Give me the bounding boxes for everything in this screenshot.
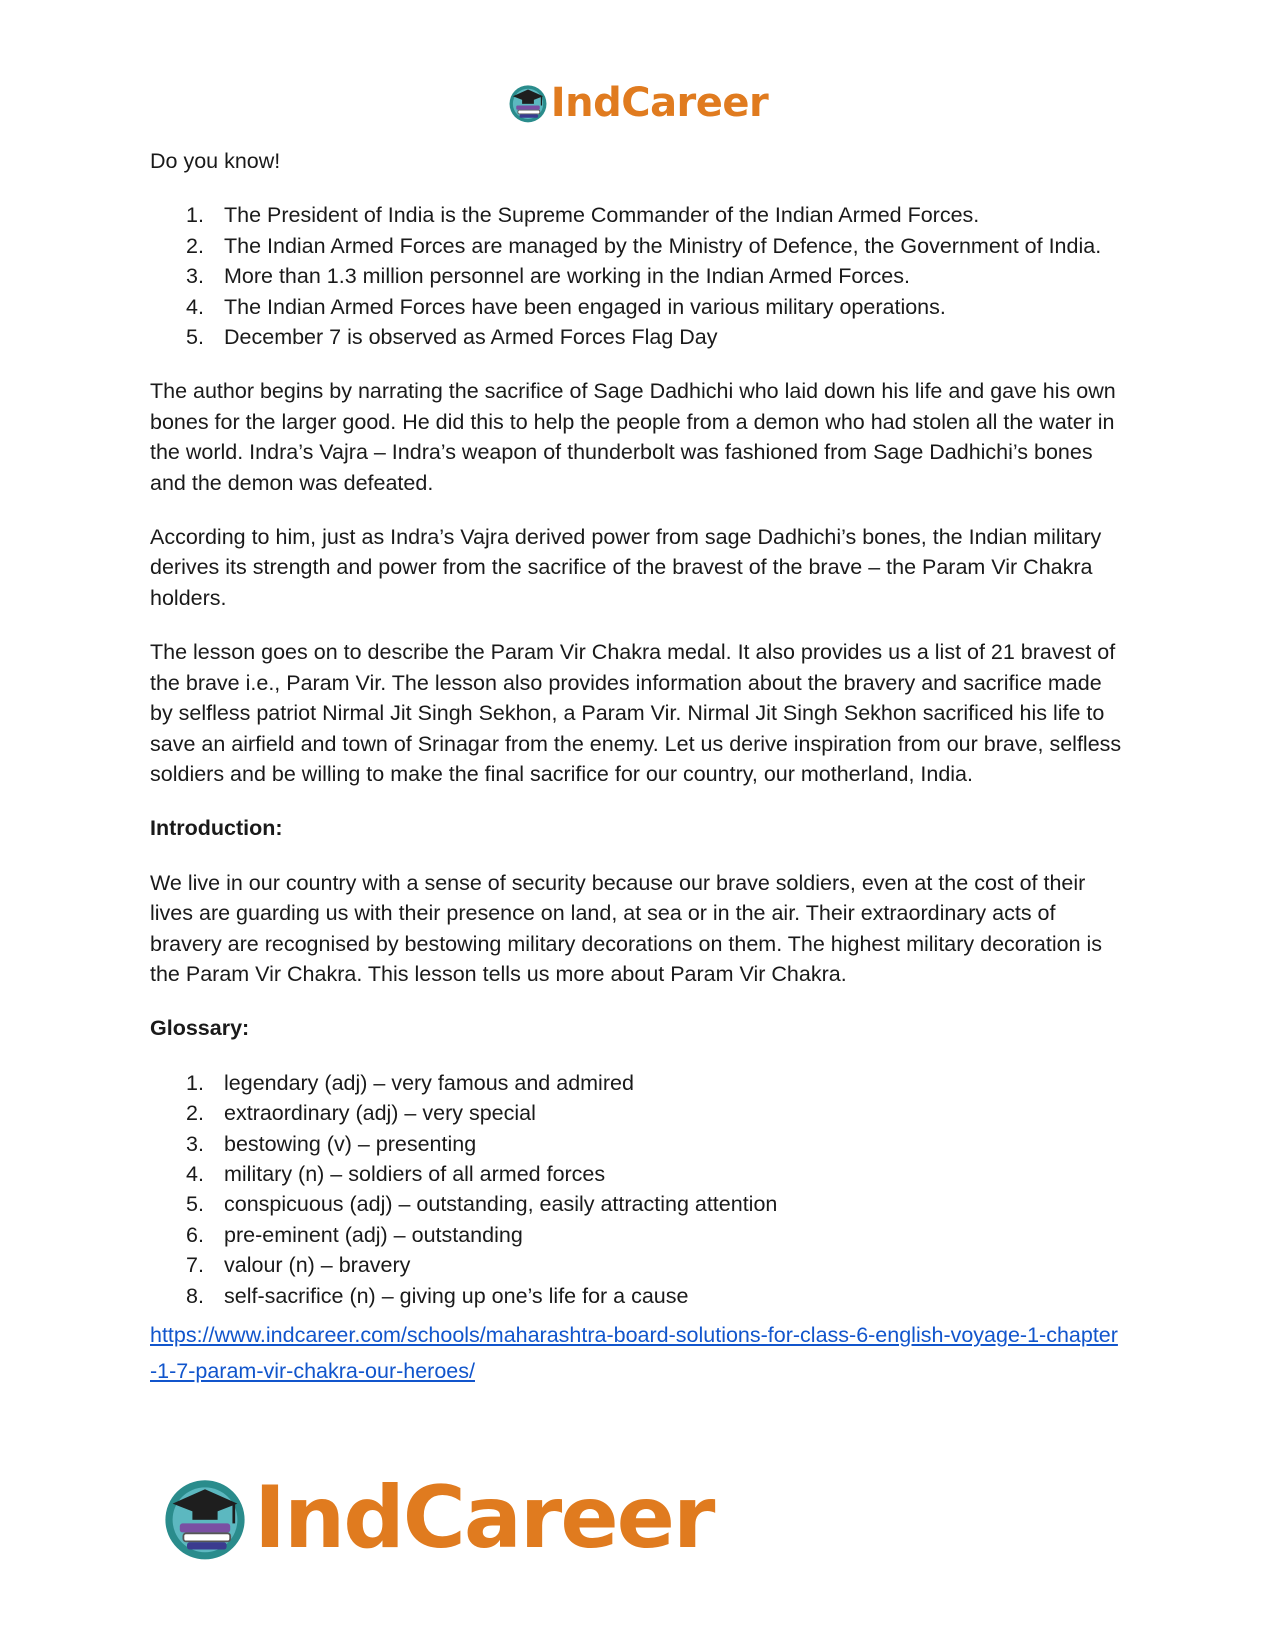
list-item: 1. The President of India is the Supreme Commander of the Indian Armed Forces. — [186, 203, 980, 228]
paragraph-dadhichi: The author begins by narrating the sacrifice of Sage Dadhichi who laid down his life and gave his own bones for the larger good. He did this to help the people from a demon who had stolen all the water in the world. Indra’s Vajra – Indra’s weapon of thunderbolt was fashioned from Sage Dadhichi’s bones and the demon was defeated. — [150, 379, 1116, 495]
introduction-heading: Introduction: — [150, 816, 283, 841]
main-content — [150, 146, 1130, 1389]
list-item: 5. conspicuous (adj) – outstanding, easily attracting attention — [186, 1192, 778, 1217]
footer-logo — [160, 1468, 713, 1568]
list-item: 5. December 7 is observed as Armed Forces Flag Day — [186, 325, 718, 350]
list-item: 4. military (n) – soldiers of all armed forces — [186, 1161, 606, 1186]
list-item: 3. More than 1.3 million personnel are working in the Indian Armed Forces. — [186, 264, 910, 289]
list-item: 3. bestowing (v) – presenting — [186, 1131, 477, 1156]
list-item: 2. extraordinary (adj) – very special — [186, 1101, 536, 1126]
header-logo — [0, 78, 1275, 128]
logo — [160, 1468, 713, 1568]
paragraph-lesson: The lesson goes on to describe the Param Vir Chakra medal. It also provides us a list of 21 bravest of the brave i.e., Param Vir. The lesson also provides information about the bravery and sacrifice made by selfless patriot Nirmal Jit Singh Sekhon, a Param Vir. Nirmal Jit Singh Sekhon sacrificed his life to save an airfield and town of Srinagar from the enemy. Let us derive inspiration from our brave, selfless soldiers and be willing to make the final sacrifice for our country, our motherland, India. — [150, 640, 1122, 786]
introduction-text: We live in our country with a sense of security because our brave soldiers, even at the cost of their lives are guarding us with their presence on land, at sea or in the air. Their extraordinary acts of bravery are recognised by bestowing military decorations on them. The highest military decoration is the Param Vir Chakra. This lesson tells us more about Param Vir Chakra. — [150, 870, 1103, 986]
list-item: 7. valour (n) – bravery — [186, 1253, 411, 1278]
facts-list — [150, 200, 1130, 352]
list-item: 1. legendary (adj) – very famous and admired — [186, 1070, 634, 1095]
glossary-heading: Glossary: — [150, 1016, 250, 1041]
list-item: 2. The Indian Armed Forces are managed by the Ministry of Defence, the Government of India. — [186, 233, 1102, 258]
list-item: 8. self-sacrifice (n) – giving up one’s life for a cause — [186, 1283, 689, 1308]
source-link[interactable]: https://www.indcareer.com/schools/maharashtra-board-solutions-for-class-6-english-voyage-1-chapter-1-7-param-vir-chakra-our-heroes/ — [150, 1323, 1118, 1383]
logo — [507, 78, 769, 128]
list-item: 6. pre-eminent (adj) – outstanding — [186, 1222, 523, 1247]
glossary-list — [150, 1068, 1130, 1311]
intro-label: Do you know! — [150, 149, 281, 173]
graduation-cap-books-icon — [160, 1473, 250, 1563]
paragraph-vajra: According to him, just as Indra’s Vajra derived power from sage Dadhichi’s bones, the Indian military derives its strength and power from the sacrifice of the bravest of the brave – the Param Vir Chakra holders. — [150, 525, 1102, 610]
logo-wordmark: IndCareer — [254, 1468, 714, 1568]
list-item: 4. The Indian Armed Forces have been engaged in various military operations. — [186, 294, 946, 319]
logo-wordmark: IndCareer — [550, 80, 769, 126]
graduation-cap-books-icon — [507, 82, 549, 124]
